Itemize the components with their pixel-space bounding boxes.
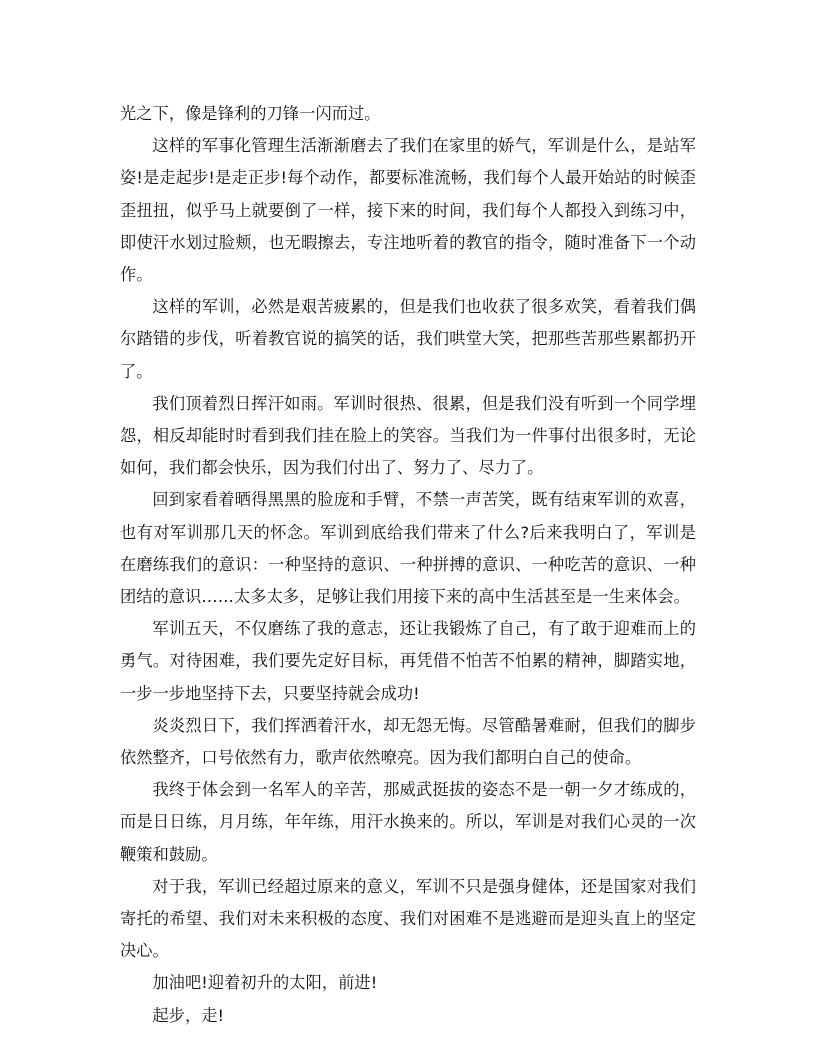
- paragraph-10: 加油吧!迎着初升的太阳，前进!: [152, 973, 378, 993]
- paragraph-11: 起步，走!: [152, 1005, 225, 1025]
- paragraph-9: 对于我，军训已经超过原来的意义，军训不只是强身健体，还是国家对我们寄托的希望、我们对未来积极的态度、我们对困难不是逃避而是迎头直上的坚定决心。: [120, 876, 696, 961]
- paragraph-5: 回到家看着晒得黑黑的脸庞和手臂，不禁一声苦笑，既有结束军训的欢喜，也有对军训那几天的怀念。军训到底给我们带来了什么?后来我明白了，军训是在磨练我们的意识：一种坚持的意识、一种拼搏的意识、一种吃苦的意识、一种团结的意识……太多太多，足够让我们用接下来的高中生活甚至是一生来体会。: [120, 490, 696, 607]
- paragraph-4: 我们顶着烈日挥汗如雨。军训时很热、很累，但是我们没有听到一个同学埋怨，相反却能时时看到我们挂在脸上的笑容。当我们为一件事付出很多时，无论如何，我们都会快乐，因为我们付出了、努力了、尽力了。: [120, 393, 696, 478]
- paragraph-6: 军训五天，不仅磨练了我的意志，还让我锻炼了自己，有了敢于迎难而上的勇气。对待困难，我们要先定好目标，再凭借不怕苦不怕累的精神，脚踏实地，一步一步地坚持下去，只要坚持就会成功!: [120, 619, 696, 703]
- paragraph-3: 这样的军训，必然是艰苦疲累的，但是我们也收获了很多欢笑，看着我们偶尔踏错的步伐，听着教官说的搞笑的话，我们哄堂大笑，把那些苦那些累都扔开了。: [120, 297, 696, 381]
- paragraph-1: 光之下，像是锋利的刀锋一闪而过。: [120, 104, 381, 123]
- document-body: [120, 98, 696, 1032]
- paragraph-8: 我终于体会到一名军人的辛苦，那威武挺拔的姿态不是一朝一夕才练成的，而是日日练，月月练，年年练，用汗水换来的。所以，军训是对我们心灵的一次鞭策和鼓励。: [120, 780, 696, 864]
- paragraph-7: 炎炎烈日下，我们挥洒着汗水，却无怨无悔。尽管酷暑难耐，但我们的脚步依然整齐，口号依然有力，歌声依然嘹亮。因为我们都明白自己的使命。: [120, 715, 696, 768]
- paragraph-2: 这样的军事化管理生活渐渐磨去了我们在家里的娇气，军训是什么，是站军姿!是走起步!是走正步!每个动作，都要标准流畅，我们每个人最开始站的时候歪歪扭扭，似乎马上就要倒了一样，接下来的时间，我们每个人都投入到练习中，即使汗水划过脸颊，也无暇擦去，专注地听着的教官的指令，随时准备下一个动作。: [120, 136, 696, 285]
